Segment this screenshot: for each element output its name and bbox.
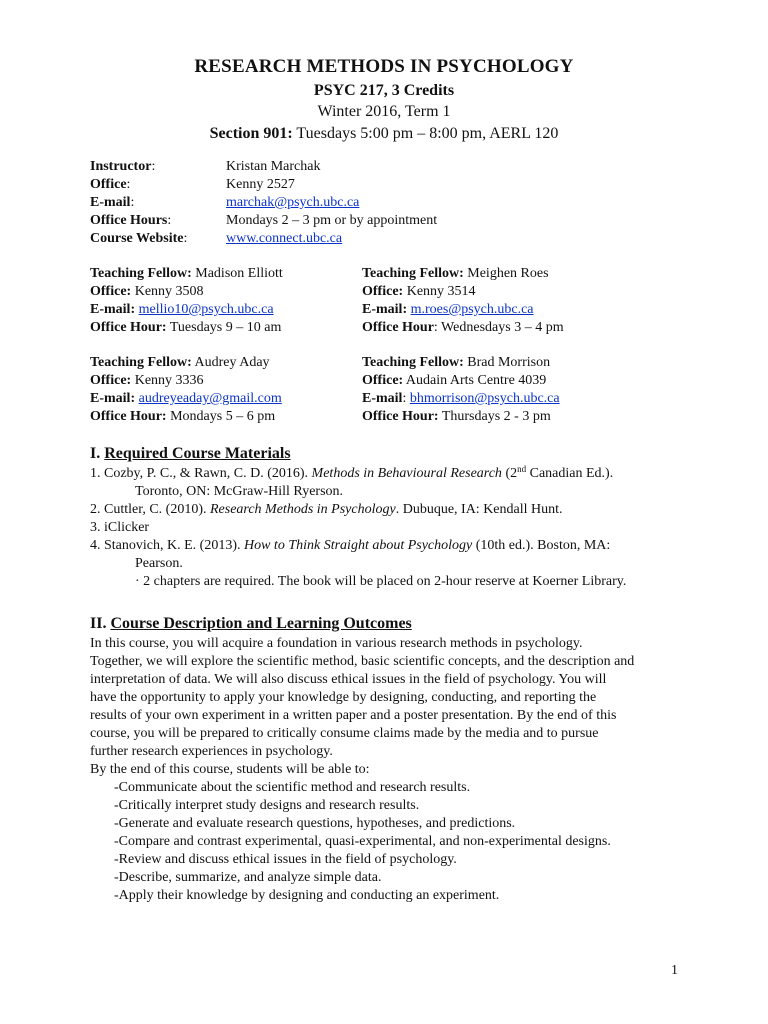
tf-hour: Tuesdays 9 – 10 am bbox=[166, 320, 282, 335]
teaching-fellow-block bbox=[90, 265, 283, 337]
paragraph-line: Together, we will explore the scientific method, basic scientific concepts, and the description and bbox=[90, 654, 635, 669]
office-hours-value: Mondays 2 – 3 pm or by appointment bbox=[226, 213, 438, 228]
tf-office: Kenny 3508 bbox=[131, 284, 204, 299]
document-header bbox=[0, 54, 768, 144]
list-item-note: · 2 chapters are required. The book will be placed on 2-hour reserve at Koerner Library. bbox=[135, 574, 627, 589]
tf-label: Teaching Fellow: bbox=[90, 266, 192, 281]
list-item: 3. iClicker bbox=[90, 520, 150, 535]
tf-office: Audain Arts Centre 4039 bbox=[403, 373, 547, 388]
section-title: Course Description and Learning Outcomes bbox=[110, 615, 412, 632]
list-item: -Review and discuss ethical issues in the field of psychology. bbox=[114, 852, 457, 867]
tf-label: Teaching Fellow: bbox=[362, 355, 464, 370]
instructor-label: Instructor bbox=[90, 159, 152, 174]
teaching-fellow-block bbox=[90, 354, 282, 426]
page-number: 1 bbox=[671, 963, 678, 978]
website-label: Course Website bbox=[90, 231, 184, 246]
section-heading-materials bbox=[90, 444, 291, 464]
tf-office-label: Office: bbox=[362, 373, 404, 388]
tf-email-link[interactable]: bhmorrison@psych.ubc.ca bbox=[409, 391, 560, 406]
office-value: Kenny 2527 bbox=[226, 177, 295, 192]
email-row: E-mail: marchak@psych.ubc.ca bbox=[90, 195, 360, 210]
tf-office-label: Office: bbox=[90, 373, 132, 388]
list-item: 1. Cozby, P. C., & Rawn, C. D. (2016). Methods in Behavioural Research (2nd Canadian Ed.). bbox=[90, 464, 614, 481]
tf-office-label: Office: bbox=[90, 284, 132, 299]
tf-hour: Thursdays 2 - 3 pm bbox=[438, 409, 551, 424]
section-label: Section 901: bbox=[209, 125, 293, 142]
instructor-info bbox=[90, 158, 437, 248]
course-term: Winter 2016, Term 1 bbox=[317, 103, 451, 120]
course-title: RESEARCH METHODS IN PSYCHOLOGY bbox=[194, 56, 574, 77]
tf-email-label: E-mail: bbox=[90, 391, 136, 406]
teaching-fellow-block bbox=[362, 265, 564, 337]
list-item: -Compare and contrast experimental, quasi-experimental, and non-experimental designs. bbox=[114, 834, 611, 849]
paragraph-line: results of your own experiment in a written paper and a poster presentation. By the end of this bbox=[90, 708, 617, 723]
paragraph-line: course, you will be prepared to critically consume claims made by the media and to pursue bbox=[90, 726, 599, 741]
tf-name: Brad Morrison bbox=[463, 355, 551, 370]
office-row: Office: Kenny 2527 bbox=[90, 177, 295, 192]
website-row: Course Website: www.connect.ubc.ca bbox=[90, 231, 343, 246]
tf-email-link[interactable]: mellio10@psych.ubc.ca bbox=[138, 302, 274, 317]
office-hours-label: Office Hours bbox=[90, 213, 168, 228]
list-item: -Communicate about the scientific method and research results. bbox=[114, 780, 471, 795]
tf-hour-label: Office Hour bbox=[362, 320, 434, 335]
tf-email-label: E-mail bbox=[362, 391, 403, 406]
tf-hour-label: Office Hour: bbox=[90, 320, 167, 335]
list-item-continuation: Pearson. bbox=[135, 556, 183, 571]
tf-label: Teaching Fellow: bbox=[362, 266, 464, 281]
tf-email-link[interactable]: m.roes@psych.ubc.ca bbox=[410, 302, 534, 317]
paragraph-line: interpretation of data. We will also discuss ethical issues in the field of psychology. You will bbox=[90, 672, 607, 687]
description-paragraph bbox=[90, 635, 690, 903]
list-item-continuation: Toronto, ON: McGraw-Hill Ryerson. bbox=[135, 484, 344, 499]
list-item: -Generate and evaluate research questions, hypotheses, and predictions. bbox=[114, 816, 516, 831]
section-numeral: I. bbox=[90, 445, 105, 462]
paragraph-line: have the opportunity to apply your knowledge by designing, conducting, and reporting the bbox=[90, 690, 597, 705]
list-item: 4. Stanovich, K. E. (2013). How to Think Straight about Psychology (10th ed.). Boston, MA: bbox=[90, 538, 611, 553]
tf-name: Meighen Roes bbox=[463, 266, 549, 281]
paragraph-line: By the end of this course, students will be able to: bbox=[90, 762, 370, 777]
office-label: Office bbox=[90, 177, 127, 192]
teaching-fellow-block: Teaching Fellow: Brad Morrison Office: Audain Arts Centre 4039 E-mail: bhmorrison@psych.ubc.ca Office Hour: Thursdays 2 - 3 pm bbox=[362, 355, 560, 424]
paragraph-line: In this course, you will acquire a foundation in various research methods in psychology. bbox=[90, 636, 583, 651]
list-item: -Apply their knowledge by designing and conducting an experiment. bbox=[114, 888, 500, 903]
list-item: -Critically interpret study designs and research results. bbox=[114, 798, 420, 813]
list-item: 2. Cuttler, C. (2010). Research Methods in Psychology. Dubuque, IA: Kendall Hunt. bbox=[90, 502, 563, 517]
section-line bbox=[0, 123, 768, 144]
paragraph-line: further research experiences in psychology. bbox=[90, 744, 333, 759]
tf-office: Kenny 3336 bbox=[131, 373, 204, 388]
materials-list bbox=[90, 465, 690, 591]
section-value: Tuesdays 5:00 pm – 8:00 pm, AERL 120 bbox=[292, 125, 559, 142]
course-website-link[interactable]: www.connect.ubc.ca bbox=[226, 231, 343, 246]
section-title: Required Course Materials bbox=[104, 445, 291, 462]
tf-hour-label: Office Hour: bbox=[362, 409, 439, 424]
tf-office: Kenny 3514 bbox=[403, 284, 476, 299]
learning-outcomes-list bbox=[90, 779, 690, 903]
tf-hour: : Wednesdays 3 – 4 pm bbox=[433, 320, 564, 335]
tf-email-label: E-mail: bbox=[90, 302, 136, 317]
tf-email-link[interactable]: audreyeaday@gmail.com bbox=[138, 391, 282, 406]
office-hours-row: Office Hours: Mondays 2 – 3 pm or by appointment bbox=[90, 213, 438, 228]
section-numeral: II. bbox=[90, 615, 111, 632]
instructor-row: Instructor: Kristan Marchak bbox=[90, 159, 321, 174]
instructor-email-link[interactable]: marchak@psych.ubc.ca bbox=[226, 195, 360, 210]
section-heading-description bbox=[90, 614, 412, 634]
tf-name: Madison Elliott bbox=[191, 266, 283, 281]
tf-name: Audrey Aday bbox=[191, 355, 270, 370]
course-code: PSYC 217, 3 Credits bbox=[313, 82, 455, 99]
email-label: E-mail bbox=[90, 195, 131, 210]
tf-hour-label: Office Hour: bbox=[90, 409, 167, 424]
list-item: -Describe, summarize, and analyze simple data. bbox=[114, 870, 382, 885]
tf-office-label: Office: bbox=[362, 284, 404, 299]
tf-label: Teaching Fellow: bbox=[90, 355, 192, 370]
tf-hour: Mondays 5 – 6 pm bbox=[166, 409, 276, 424]
instructor-name: Kristan Marchak bbox=[226, 159, 321, 174]
tf-email-label: E-mail: bbox=[362, 302, 408, 317]
